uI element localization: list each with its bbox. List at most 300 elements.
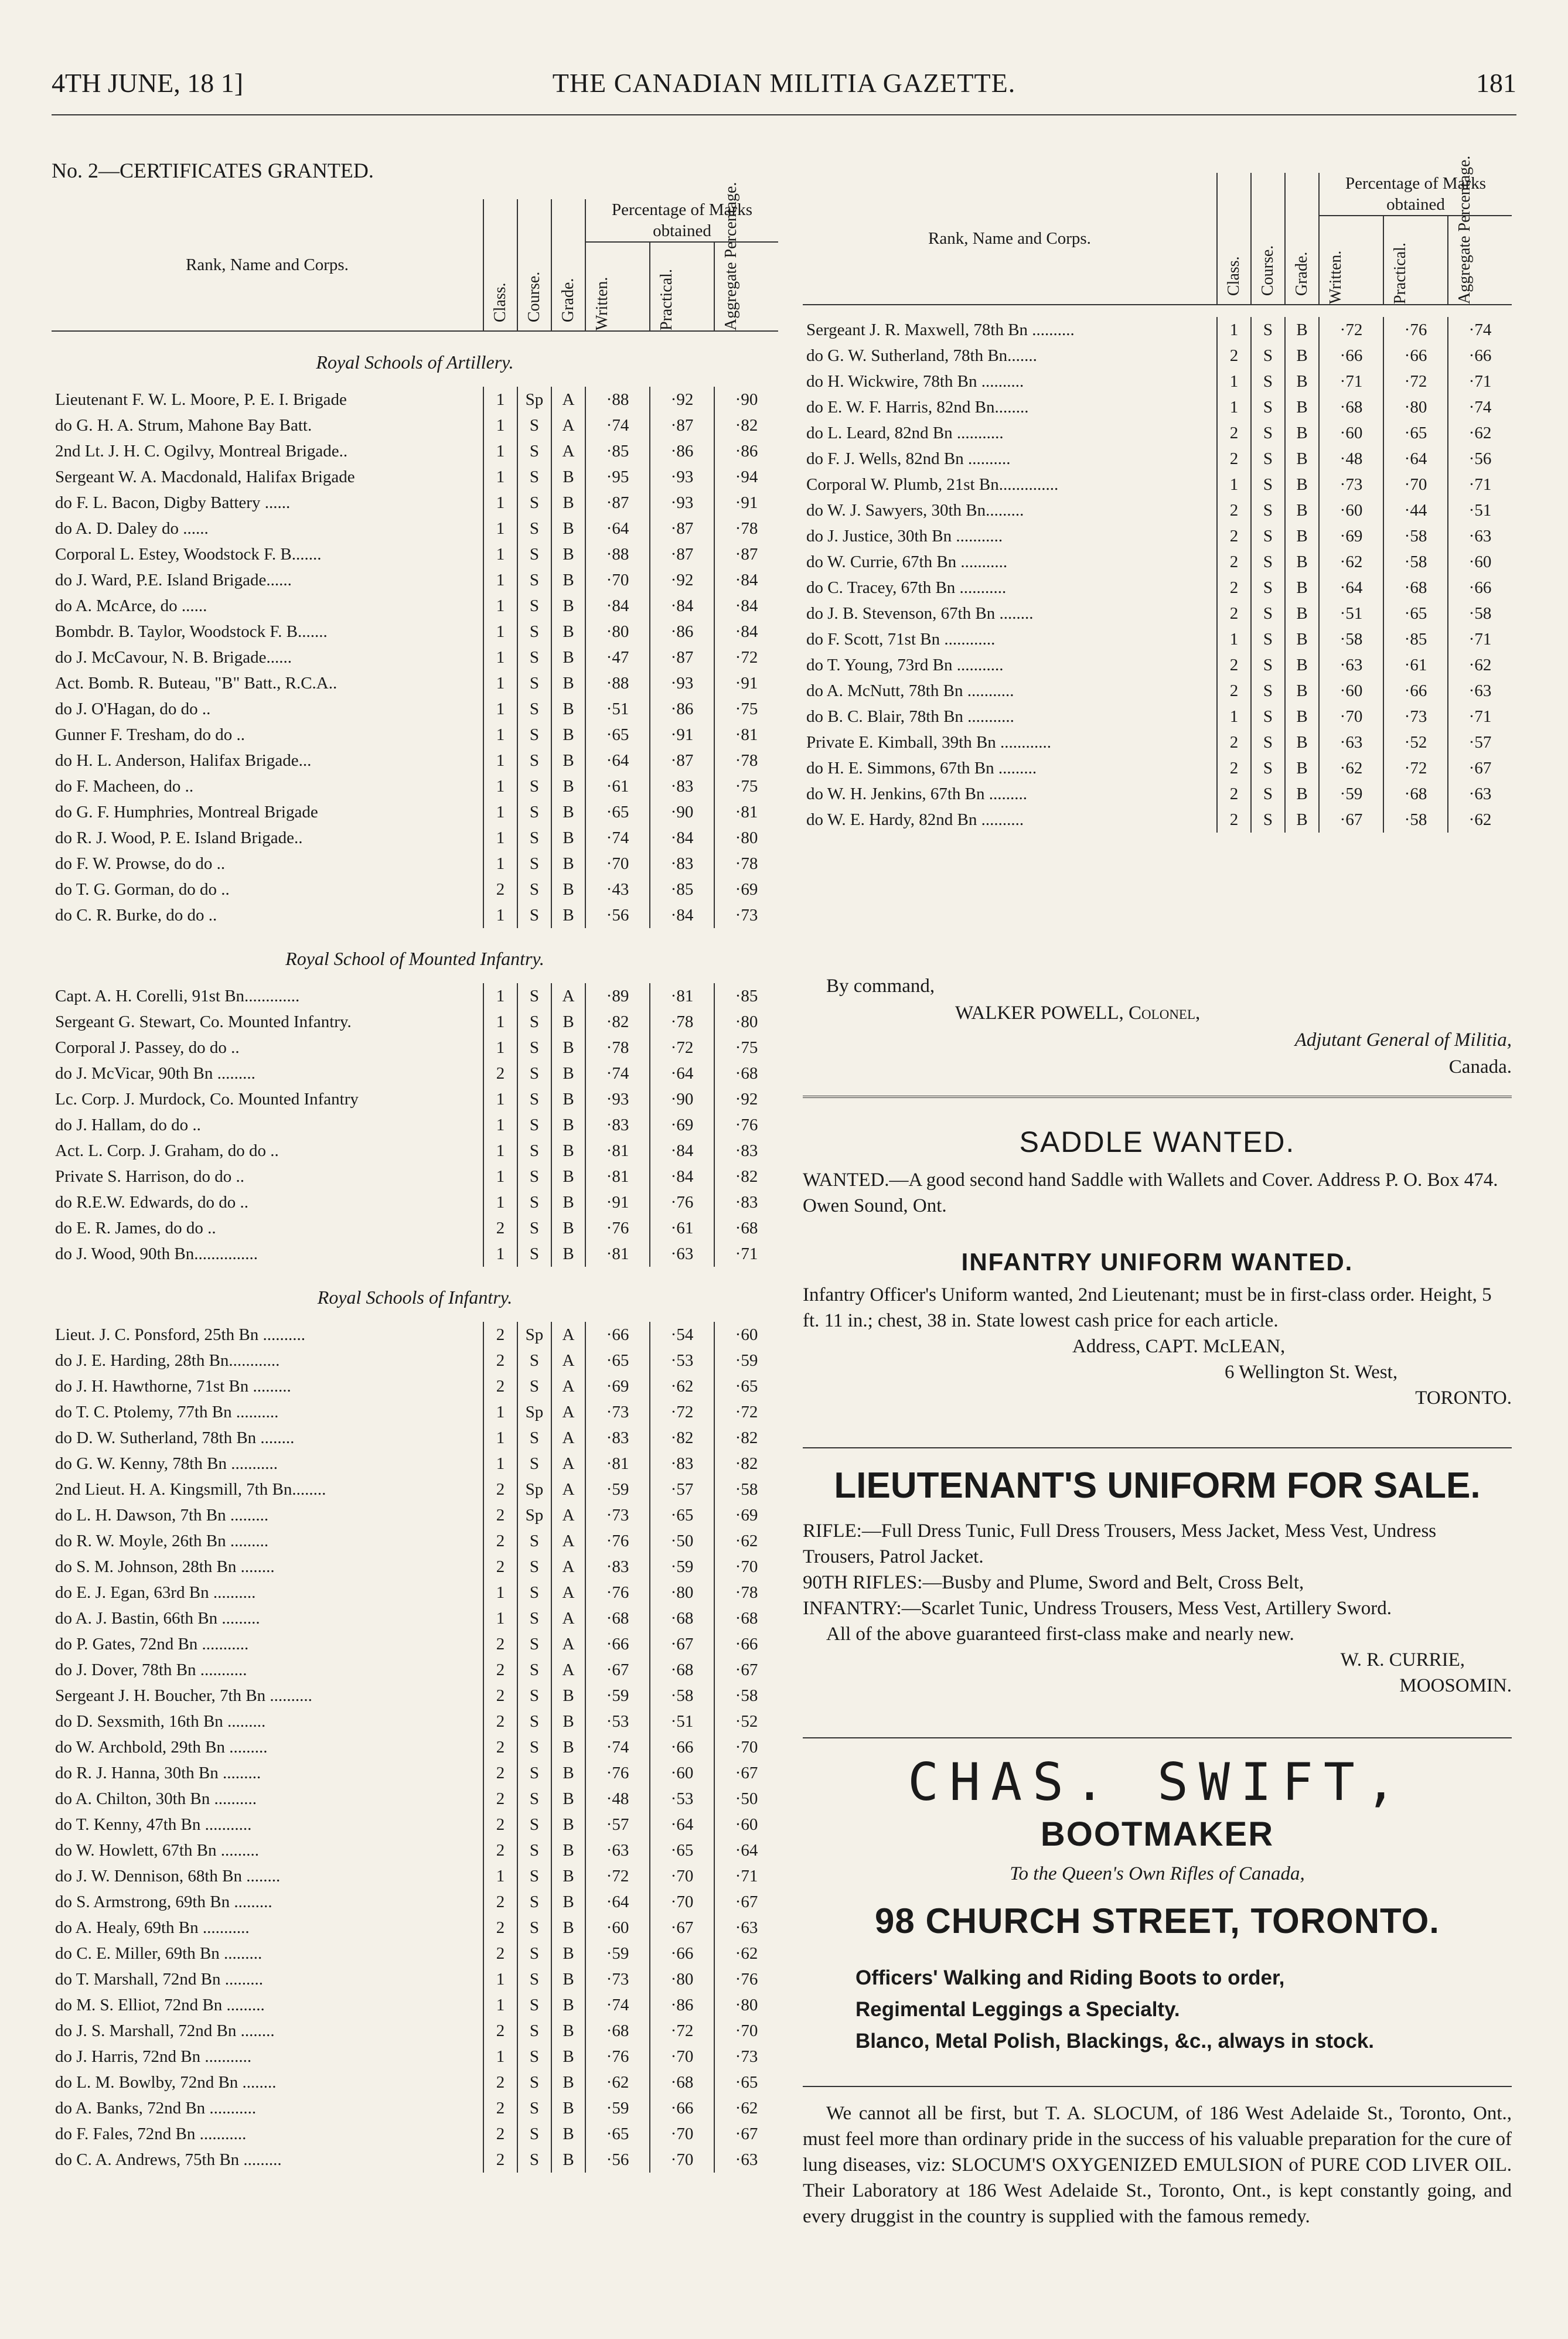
practical-value: ·86: [650, 696, 714, 722]
practical-value: ·91: [650, 722, 714, 748]
written-value: ·60: [1319, 678, 1383, 704]
course-value: Sp: [517, 1399, 551, 1425]
table-row: [52, 1399, 778, 1425]
entry-name: do A. D. Daley do ......: [55, 519, 209, 538]
aggregate-value: ·86: [714, 438, 778, 464]
written-value: ·76: [585, 1580, 650, 1605]
section-title: No. 2—CERTIFICATES GRANTED.: [52, 159, 374, 182]
entry-name: 2nd Lt. J. H. C. Ogilvy, Montreal Brigade..: [55, 442, 348, 461]
written-value: ·74: [585, 1734, 650, 1760]
table-row: [52, 1502, 778, 1528]
aggregate-value: ·83: [714, 1138, 778, 1164]
table-row: [803, 729, 1512, 755]
table-row: [52, 1554, 778, 1580]
table-row: [803, 317, 1512, 343]
aggregate-value: ·50: [714, 1786, 778, 1812]
table-row: [52, 1734, 778, 1760]
entry-name: do W. H. Jenkins, 67th Bn .........: [806, 785, 1028, 803]
entry-name: Lieutenant F. W. L. Moore, P. E. I. Brigade: [55, 390, 347, 409]
aggregate-value: ·71: [714, 1863, 778, 1889]
grade-value: B: [551, 1241, 585, 1267]
grade-value: B: [1285, 343, 1319, 369]
grade-value: B: [551, 877, 585, 902]
aggregate-value: ·80: [714, 825, 778, 851]
entry-name: do J. McVicar, 90th Bn .........: [55, 1064, 255, 1083]
class-value: 1: [483, 1966, 517, 1992]
entry-name: Corporal J. Passey, do do ..: [55, 1038, 240, 1057]
lieutenant-line-4: All of the above guaranteed first-class make and nearly new.: [826, 1624, 1294, 1645]
practical-value: ·50: [650, 1528, 714, 1554]
aggregate-value: ·69: [714, 877, 778, 902]
course-value: S: [517, 1941, 551, 1966]
course-value: S: [517, 983, 551, 1009]
aggregate-value: ·70: [714, 1554, 778, 1580]
course-value: S: [517, 1451, 551, 1477]
practical-value: ·72: [650, 1399, 714, 1425]
written-value: ·67: [1319, 807, 1383, 833]
written-value: ·59: [585, 1477, 650, 1502]
aggregate-value: ·67: [714, 2121, 778, 2147]
entry-name: do F. Macheen, do ..: [55, 777, 194, 796]
swift-line-2: Regimental Leggings a Specialty.: [855, 1998, 1180, 2021]
entry-name: do J. Wood, 90th Bn...............: [55, 1244, 258, 1263]
table-row: [52, 1322, 778, 1348]
class-value: 1: [483, 983, 517, 1009]
practical-value: ·66: [650, 1734, 714, 1760]
entry-name: Lieut. J. C. Ponsford, 25th Bn ..........: [55, 1325, 305, 1344]
table-row: [52, 567, 778, 593]
grade-value: A: [551, 1322, 585, 1348]
entry-name: do A. J. Bastin, 66th Bn .........: [55, 1609, 260, 1628]
grade-value: B: [551, 1086, 585, 1112]
class-value: 2: [483, 1734, 517, 1760]
course-value: S: [517, 696, 551, 722]
entry-name: do T. G. Gorman, do do ..: [55, 880, 230, 899]
practical-value: ·70: [650, 1889, 714, 1915]
practical-value: ·70: [650, 2121, 714, 2147]
table-row: [52, 670, 778, 696]
aggregate-value: ·51: [1448, 497, 1512, 523]
table-row: [52, 722, 778, 748]
table-row: [52, 2018, 778, 2044]
class-value: 1: [483, 1035, 517, 1061]
aggregate-value: ·67: [714, 1889, 778, 1915]
written-value: ·66: [585, 1322, 650, 1348]
class-value: 2: [483, 2147, 517, 2173]
written-value: ·59: [585, 1941, 650, 1966]
practical-value: ·60: [650, 1760, 714, 1786]
page-header: [52, 67, 1516, 108]
grade-value: B: [551, 825, 585, 851]
aggregate-value: ·68: [714, 1061, 778, 1086]
written-value: ·74: [585, 1061, 650, 1086]
written-value: ·81: [585, 1241, 650, 1267]
practical-value: ·68: [650, 2069, 714, 2095]
lieutenant-uniform-ad: [803, 1465, 1512, 1699]
grade-value: B: [551, 1709, 585, 1734]
course-value: S: [1251, 601, 1285, 626]
practical-value: ·86: [650, 619, 714, 645]
written-value: ·80: [585, 619, 650, 645]
entry-name: Act. L. Corp. J. Graham, do do ..: [55, 1141, 279, 1160]
infantry-ad: [803, 1248, 1512, 1411]
practical-header: Practical.: [657, 269, 676, 330]
written-value: ·65: [585, 722, 650, 748]
entry-name: do T. Young, 73rd Bn ...........: [806, 656, 1004, 674]
practical-value: ·52: [1383, 729, 1448, 755]
table-row: [52, 1915, 778, 1941]
class-value: 2: [483, 1554, 517, 1580]
class-value: 2: [1217, 678, 1251, 704]
entry-name: do G. W. Kenny, 78th Bn ...........: [55, 1454, 278, 1473]
grade-value: B: [1285, 626, 1319, 652]
entry-name: do G. W. Sutherland, 78th Bn.......: [806, 346, 1037, 365]
class-value: 1: [483, 851, 517, 877]
written-value: ·65: [585, 1348, 650, 1373]
course-value: S: [517, 1580, 551, 1605]
course-value: S: [517, 645, 551, 670]
swift-ad: [803, 1752, 1512, 2057]
course-value: S: [1251, 652, 1285, 678]
class-value: 2: [1217, 575, 1251, 601]
written-value: ·73: [585, 1966, 650, 1992]
grade-value: B: [1285, 317, 1319, 343]
aggregate-value: ·82: [714, 1451, 778, 1477]
course-value: S: [1251, 575, 1285, 601]
grade-value: B: [551, 902, 585, 928]
practical-value: ·84: [650, 825, 714, 851]
entry-name: do W. Currie, 67th Bn ...........: [806, 553, 1008, 571]
aggregate-value: ·67: [714, 1657, 778, 1683]
practical-value: ·65: [650, 1837, 714, 1863]
table-row: [52, 1786, 778, 1812]
grade-value: B: [1285, 394, 1319, 420]
course-value: S: [517, 1035, 551, 1061]
table-row: [52, 2069, 778, 2095]
aggregate-value: ·63: [1448, 678, 1512, 704]
grade-value: B: [551, 748, 585, 773]
slocum-ad: [803, 2101, 1512, 2229]
table-row: [52, 1528, 778, 1554]
grade-value: B: [551, 1215, 585, 1241]
grade-value: B: [1285, 601, 1319, 626]
table-row: [52, 1215, 778, 1241]
percentage-header: Percentage of Marks obtained: [585, 199, 778, 242]
aggregate-value: ·68: [714, 1605, 778, 1631]
aggregate-value: ·66: [1448, 343, 1512, 369]
table-row: [52, 464, 778, 490]
written-value: ·70: [585, 851, 650, 877]
written-value: ·70: [585, 567, 650, 593]
aggregate-value: ·63: [714, 2147, 778, 2173]
written-value: ·95: [585, 464, 650, 490]
aggregate-value: ·75: [714, 696, 778, 722]
written-value: ·59: [585, 2095, 650, 2121]
course-value: S: [1251, 523, 1285, 549]
practical-value: ·90: [650, 1086, 714, 1112]
aggregate-value: ·64: [714, 1837, 778, 1863]
entry-name: do A. Healy, 69th Bn ...........: [55, 1918, 250, 1937]
written-value: ·93: [585, 1086, 650, 1112]
table-row: [52, 1812, 778, 1837]
course-value: S: [517, 412, 551, 438]
practical-value: ·57: [650, 1477, 714, 1502]
aggregate-value: ·57: [1448, 729, 1512, 755]
class-value: 1: [483, 593, 517, 619]
entry-name: 2nd Lieut. H. A. Kingsmill, 7th Bn........: [55, 1480, 326, 1499]
grade-value: A: [551, 1425, 585, 1451]
class-value: 1: [483, 722, 517, 748]
class-value: 1: [483, 567, 517, 593]
entry-name: do F. Scott, 71st Bn ............: [806, 630, 996, 649]
class-value: 2: [483, 1061, 517, 1086]
aggregate-value: ·71: [714, 1241, 778, 1267]
aggregate-value: ·76: [714, 1966, 778, 1992]
grade-value: B: [551, 1164, 585, 1189]
written-value: ·53: [585, 1709, 650, 1734]
aggregate-value: ·82: [714, 1164, 778, 1189]
entry-name: do J. McCavour, N. B. Brigade......: [55, 648, 292, 667]
entry-name: do C. Tracey, 67th Bn ...........: [806, 578, 1007, 597]
course-value: S: [517, 1915, 551, 1941]
grade-value: B: [551, 670, 585, 696]
grade-value: B: [551, 1837, 585, 1863]
saddle-ad: [803, 1125, 1512, 1219]
course-value: S: [517, 851, 551, 877]
grade-value: B: [551, 1863, 585, 1889]
class-value: 1: [1217, 394, 1251, 420]
class-value: 1: [483, 773, 517, 799]
grade-value: B: [551, 2044, 585, 2069]
class-value: 2: [483, 1502, 517, 1528]
aggregate-value: ·84: [714, 619, 778, 645]
table-row: [803, 472, 1512, 497]
practical-value: ·92: [650, 387, 714, 412]
written-value: ·84: [585, 593, 650, 619]
swift-trade: BOOTMAKER: [1040, 1815, 1274, 1853]
practical-value: ·66: [1383, 343, 1448, 369]
grade-value: B: [551, 1009, 585, 1035]
table-row: [52, 412, 778, 438]
course-value: S: [517, 1112, 551, 1138]
aggregate-value: ·69: [714, 1502, 778, 1528]
course-value: S: [1251, 549, 1285, 575]
course-value: S: [517, 902, 551, 928]
entry-name: do R. W. Moyle, 26th Bn .........: [55, 1532, 269, 1550]
aggregate-value: ·73: [714, 2044, 778, 2069]
aggregate-value: ·70: [714, 1734, 778, 1760]
course-value: S: [517, 1863, 551, 1889]
practical-value: ·59: [650, 1554, 714, 1580]
class-value: 2: [483, 877, 517, 902]
aggregate-value: ·65: [714, 1373, 778, 1399]
left-certificates-table: [52, 182, 778, 2173]
class-value: 1: [483, 1425, 517, 1451]
entry-name: do A. McNutt, 78th Bn ...........: [806, 681, 1014, 700]
written-value: ·74: [585, 412, 650, 438]
practical-value: ·68: [1383, 781, 1448, 807]
aggregate-value: ·80: [714, 1992, 778, 2018]
table-row: [52, 1373, 778, 1399]
grade-value: B: [551, 2121, 585, 2147]
course-value: S: [517, 670, 551, 696]
table-row: [52, 516, 778, 541]
course-value: S: [517, 619, 551, 645]
table-row: [52, 1992, 778, 2018]
class-value: 1: [483, 696, 517, 722]
class-value: 2: [483, 1683, 517, 1709]
practical-value: ·83: [650, 1451, 714, 1477]
grade-value: B: [551, 1683, 585, 1709]
course-value: S: [517, 1164, 551, 1189]
class-value: 1: [483, 1086, 517, 1112]
grade-value: A: [551, 387, 585, 412]
class-value: 2: [1217, 420, 1251, 446]
lieutenant-sig-1: W. R. CURRIE,: [1340, 1649, 1465, 1670]
grade-header: Grade.: [559, 278, 577, 322]
written-value: ·56: [585, 2147, 650, 2173]
practical-value: ·61: [1383, 652, 1448, 678]
practical-value: ·92: [650, 567, 714, 593]
grade-value: B: [551, 1941, 585, 1966]
aggregate-value: ·84: [714, 567, 778, 593]
grade-value: B: [551, 593, 585, 619]
aggregate-value: ·60: [1448, 549, 1512, 575]
aggregate-value: ·82: [714, 1425, 778, 1451]
swift-name: CHAS. SWIFT,: [908, 1752, 1407, 1812]
practical-value: ·80: [650, 1966, 714, 1992]
class-value: 2: [483, 2121, 517, 2147]
grade-value: B: [1285, 575, 1319, 601]
entry-name: do D. W. Sutherland, 78th Bn ........: [55, 1428, 295, 1447]
practical-value: ·65: [1383, 601, 1448, 626]
practical-value: ·80: [650, 1580, 714, 1605]
class-value: 2: [483, 1215, 517, 1241]
grade-value: B: [551, 2069, 585, 2095]
grade-value: A: [551, 1631, 585, 1657]
class-value: 1: [483, 670, 517, 696]
class-value: 2: [1217, 652, 1251, 678]
entry-name: do J. O'Hagan, do do ..: [55, 700, 211, 718]
class-header-right: Class.: [1225, 256, 1243, 296]
table-row: [52, 1112, 778, 1138]
aggregate-value: ·71: [1448, 472, 1512, 497]
class-value: 2: [483, 1889, 517, 1915]
grade-value: B: [551, 773, 585, 799]
group-heading: Royal Schools of Infantry.: [317, 1287, 513, 1308]
table-row: [52, 438, 778, 464]
practical-value: ·69: [650, 1112, 714, 1138]
course-value: S: [517, 1812, 551, 1837]
entry-name: do J. B. Stevenson, 67th Bn ........: [806, 604, 1034, 623]
practical-value: ·90: [650, 799, 714, 825]
grade-value: B: [1285, 369, 1319, 394]
practical-value: ·70: [650, 2044, 714, 2069]
entry-name: do W. Howlett, 67th Bn .........: [55, 1841, 260, 1860]
practical-value: ·84: [650, 1164, 714, 1189]
grade-value: A: [551, 1605, 585, 1631]
class-value: 1: [483, 490, 517, 516]
course-value: S: [517, 1966, 551, 1992]
aggregate-value: ·81: [714, 799, 778, 825]
written-value: ·72: [585, 1863, 650, 1889]
written-value: ·62: [1319, 755, 1383, 781]
entry-name: do H. L. Anderson, Halifax Brigade...: [55, 751, 312, 770]
grade-value: B: [551, 1812, 585, 1837]
entry-name: Bombdr. B. Taylor, Woodstock F. B.......: [55, 622, 328, 641]
table-row: [52, 1035, 778, 1061]
course-value: S: [517, 1348, 551, 1373]
table-row: [803, 626, 1512, 652]
practical-value: ·83: [650, 851, 714, 877]
written-value: ·83: [585, 1554, 650, 1580]
aggregate-value: ·62: [1448, 807, 1512, 833]
header-date: 4TH JUNE, 18 1]: [52, 68, 244, 98]
grade-value: B: [551, 696, 585, 722]
written-value: ·65: [585, 799, 650, 825]
written-value: ·83: [585, 1425, 650, 1451]
entry-name: Capt. A. H. Corelli, 91st Bn.............: [55, 987, 300, 1005]
grade-value: B: [551, 1138, 585, 1164]
written-value: ·59: [585, 1683, 650, 1709]
entry-name: do M. S. Elliot, 72nd Bn .........: [55, 1996, 265, 2014]
course-value: S: [1251, 369, 1285, 394]
written-value: ·91: [585, 1189, 650, 1215]
entry-name: do R. J. Wood, P. E. Island Brigade..: [55, 828, 303, 847]
table-row: [52, 773, 778, 799]
written-value: ·48: [585, 1786, 650, 1812]
grade-value: A: [551, 1657, 585, 1683]
course-value: S: [517, 1605, 551, 1631]
practical-value: ·66: [1383, 678, 1448, 704]
aggregate-value: ·94: [714, 464, 778, 490]
practical-value: ·70: [650, 2147, 714, 2173]
infantry-address-2: 6 Wellington St. West,: [1225, 1362, 1398, 1383]
written-value: ·43: [585, 877, 650, 902]
grade-value: B: [551, 1966, 585, 1992]
course-value: S: [1251, 497, 1285, 523]
percentage-header-right: Percentage of Marks obtained: [1319, 173, 1512, 216]
aggregate-value: ·72: [714, 1399, 778, 1425]
lieutenant-line-1: RIFLE:—Full Dress Tunic, Full Dress Trousers, Mess Jacket, Mess Vest, Undress Trousers, Patrol Jacket.: [803, 1520, 1437, 1567]
aggregate-value: ·78: [714, 516, 778, 541]
written-value: ·89: [585, 983, 650, 1009]
grade-value: B: [551, 1760, 585, 1786]
written-value: ·56: [585, 902, 650, 928]
aggregate-value: ·63: [1448, 781, 1512, 807]
entry-name: do S. Armstrong, 69th Bn .........: [55, 1893, 272, 1911]
table-row: [52, 1683, 778, 1709]
entry-name: do W. E. Hardy, 82nd Bn ..........: [806, 810, 1024, 829]
grade-value: B: [551, 2095, 585, 2121]
written-value: ·85: [585, 438, 650, 464]
header-rule: [52, 114, 1516, 115]
entry-name: do F. L. Bacon, Digby Battery ......: [55, 493, 291, 512]
table-row: [803, 549, 1512, 575]
class-value: 1: [483, 1399, 517, 1425]
table-row: [52, 1241, 778, 1267]
class-value: 1: [483, 748, 517, 773]
practical-value: ·76: [650, 1189, 714, 1215]
aggregate-value: ·85: [714, 983, 778, 1009]
course-value: S: [517, 1992, 551, 2018]
course-value: S: [517, 2095, 551, 2121]
entry-name: Corporal W. Plumb, 21st Bn..............: [806, 475, 1059, 494]
course-value: S: [517, 1215, 551, 1241]
practical-value: ·64: [650, 1061, 714, 1086]
aggregate-value: ·68: [714, 1215, 778, 1241]
written-value: ·51: [1319, 601, 1383, 626]
